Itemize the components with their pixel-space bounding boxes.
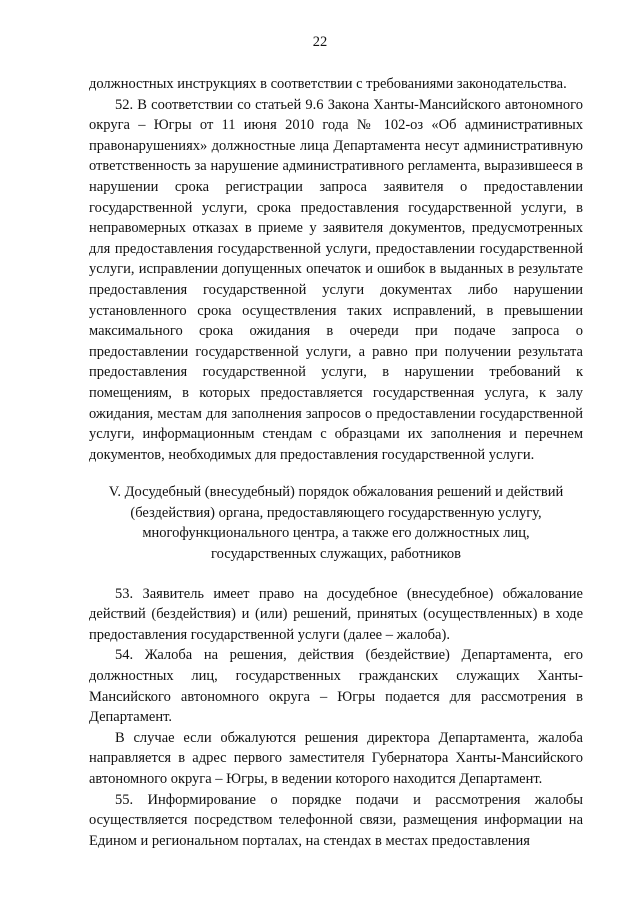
paragraph-54: 54. Жалоба на решения, действия (бездействие) Департамента, его должностных лиц, государственных гражданских служащих Ханты-Мансийского автономного округа – Югры подается для рассмотрения в Департамент. bbox=[89, 647, 583, 726]
paragraph-continuation: должностных инструкциях в соответствии с требованиями законодательства. bbox=[89, 76, 567, 92]
paragraph-52: 52. В соответствии со статьей 9.6 Закона Ханты-Мансийского автономного округа – Югры от 11 июня 2010 года № 102-оз «Об административных правонарушениях» должностные лица Департамента несут административную ответственность за нарушение административного регламента, выразившееся в нарушении срока регистрации запроса заявителя о предоставлении государственной услуги, срока предоставления государственной услуги, в неправомерных отказах в приеме у заявителя документов, предусмотренных для предоставления государственной услуги, предоставлении государственной услуги, исправлении допущенных опечаток и ошибок в выданных в результате предоставления государственной услуги документах либо нарушении установленного срока осуществления таких исправлений, в превышении максимального срока ожидания в очереди при подаче запроса о предоставлении государственной услуги, а равно при получении результата предоставления государственной услуги, в нарушении требований к помещениям, в которых предоставляется государственная услуга, к залу ожидания, местам для заполнения запросов о предоставлении государственной услуги, информационным стендам с образцами их заполнения и перечнем документов, необходимых для предоставления государственной услуги. bbox=[89, 96, 583, 463]
paragraph-55: 55. Информирование о порядке подачи и рассмотрения жалобы осуществляется посредством телефонной связи, размещения информации на Едином и региональном порталах, на стендах в местах предоставления bbox=[89, 791, 583, 849]
page-number: 22 bbox=[312, 34, 328, 50]
paragraph-53: 53. Заявитель имеет право на досудебное (внесудебное) обжалование действий (бездействия) и (или) решений, принятых (осуществленных) в ходе предоставления государственной услуги (далее – жалоба). bbox=[89, 585, 583, 643]
section-heading bbox=[89, 482, 583, 564]
document-body bbox=[89, 74, 583, 851]
paragraph-54-continued: В случае если обжалуются решения директора Департамента, жалоба направляется в адрес первого заместителя Губернатора Ханты-Мансийского автономного округа – Югры, в ведении которого находится Департамент. bbox=[89, 729, 583, 787]
section-heading-text: V. Досудебный (внесудебный) порядок обжалования решений и действий (бездействия) органа, предоставляющего государственную услугу, многофункционального центра, а также его должностных лиц, государственных служащих, работников bbox=[108, 484, 564, 563]
